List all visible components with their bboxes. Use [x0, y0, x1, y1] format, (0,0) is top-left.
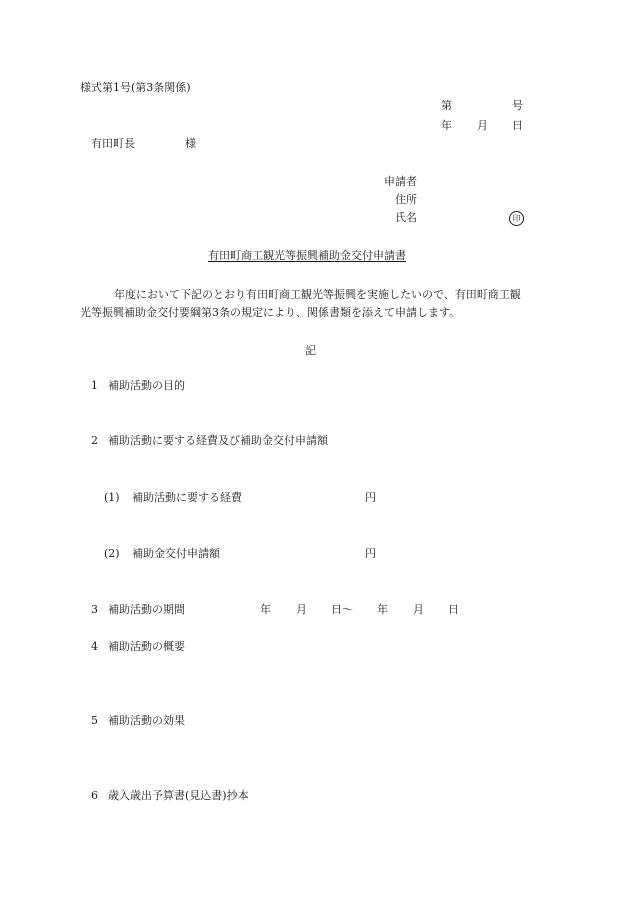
- item-2-label: 補助活動に要する経費及び補助金交付申請額: [108, 434, 328, 447]
- applicant-name-label: 氏名: [395, 211, 417, 224]
- period-end-year: 年: [377, 603, 388, 616]
- period-start-month: 月: [296, 603, 307, 616]
- applicant-address-label: 住所: [395, 193, 417, 206]
- doc-number-go: 号: [512, 99, 523, 112]
- period-end-day: 日: [448, 603, 459, 616]
- item-1-label: 補助活動の目的: [108, 379, 185, 392]
- item-5-number: 5: [91, 714, 98, 727]
- subitem-1-number: (1): [104, 491, 120, 504]
- item-3-number: 3: [91, 603, 98, 616]
- subitem-1-label: 補助活動に要する経費: [132, 491, 242, 504]
- ki-heading: 記: [305, 344, 316, 357]
- item-3-label: 補助活動の期間: [108, 603, 185, 616]
- addressee-honorific: 様: [185, 137, 196, 150]
- document-title: 有田町商工観光等振興補助金交付申請書: [208, 249, 406, 262]
- seal-icon: 印: [509, 211, 524, 226]
- item-6-label: 歳入歳出予算書(見込書)抄本: [108, 789, 249, 802]
- date-day: 日: [512, 119, 523, 132]
- item-4-label: 補助活動の概要: [108, 640, 185, 653]
- subitem-2-unit: 円: [365, 547, 376, 560]
- item-4-number: 4: [91, 640, 98, 653]
- item-1-number: 1: [91, 379, 98, 392]
- doc-number-dai: 第: [441, 99, 452, 112]
- item-6-number: 6: [91, 789, 98, 802]
- date-year: 年: [441, 119, 452, 132]
- period-end-month: 月: [413, 603, 424, 616]
- item-2-number: 2: [91, 434, 98, 447]
- date-month: 月: [477, 119, 488, 132]
- period-start-year: 年: [260, 603, 271, 616]
- subitem-1-unit: 円: [365, 491, 376, 504]
- form-number: 様式第1号(第3条関係): [80, 81, 191, 94]
- body-line-1: 年度において下記のとおり有田町商工観光等振興を実施したいので、有田町商工観: [114, 288, 521, 301]
- subitem-2-number: (2): [104, 547, 120, 560]
- addressee-name: 有田町長: [91, 137, 135, 150]
- period-start-day: 日〜: [331, 603, 353, 616]
- item-5-label: 補助活動の効果: [108, 714, 185, 727]
- body-line-2: 光等振興補助金交付要綱第3条の規定により、関係書類を添えて申請します。: [80, 306, 461, 319]
- applicant-label: 申請者: [384, 175, 417, 188]
- subitem-2-label: 補助金交付申請額: [132, 547, 220, 560]
